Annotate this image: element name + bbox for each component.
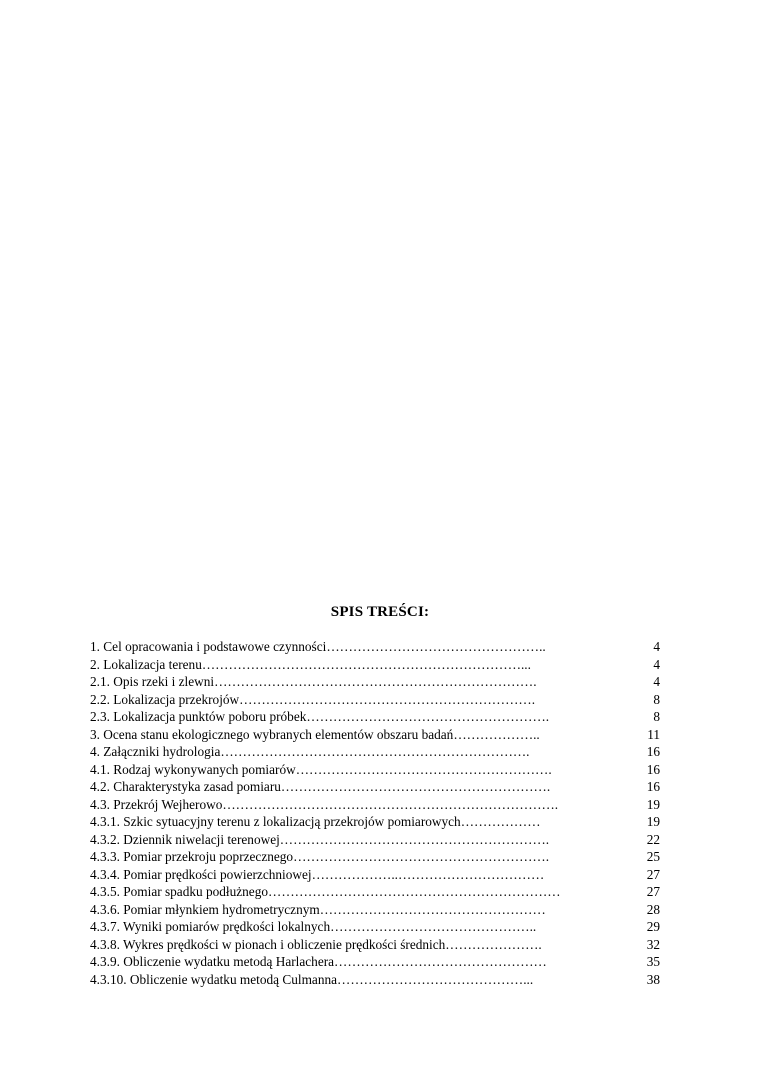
toc-entry-label: 4.3.2. Dziennik niwelacji terenowej (90, 831, 280, 847)
toc-entry-label: 4.3.9. Obliczenie wydatku metodą Harlachera (90, 954, 335, 969)
toc-entry-label: 4. Załączniki hydrologia (90, 744, 221, 759)
toc-entry-page-number: 38 (646, 971, 660, 987)
toc-entry (90, 848, 660, 866)
toc-entry-leader: ……………… (460, 814, 541, 829)
toc-entry-text (90, 918, 618, 936)
toc-entry-page-number: 16 (646, 761, 660, 777)
toc-entry-page-number: 4 (653, 674, 660, 689)
toc-entry (90, 831, 660, 849)
toc-entry (90, 918, 660, 936)
toc-entry-page-number: 25 (646, 849, 660, 864)
toc-entry-text (90, 743, 618, 761)
toc-entry-label: 4.3.1. Szkic sytuacyjny terenu z lokalizacją przekrojów pomiarowych (90, 814, 461, 829)
toc-entry-text (90, 796, 618, 814)
toc-entry-label: 2.3. Lokalizacja punktów poboru próbek (90, 709, 307, 724)
toc-entry-leader: …………………………………………………. (293, 849, 550, 864)
toc-entry (90, 708, 660, 726)
toc-entry-page-number: 16 (646, 779, 660, 794)
toc-entry-page-number: 8 (653, 691, 660, 707)
toc-entry (90, 778, 660, 796)
toc-entry (90, 726, 660, 744)
toc-entry-leader: …………………………………………………………. (239, 691, 536, 707)
toc-entry-page-number: 4 (653, 656, 660, 672)
toc-entry-leader: ……………………………………... (337, 971, 534, 987)
toc-entry-page-number: 22 (646, 831, 660, 847)
toc-entry-page-number: 28 (646, 901, 660, 917)
toc-entry-leader: …………………………………………………. (295, 761, 552, 777)
toc-entry-leader: ………………………………………………………………. (214, 674, 537, 689)
toc-entry (90, 743, 660, 761)
toc-entry-page-number: 27 (646, 884, 660, 899)
toc-entry-text (90, 761, 618, 779)
toc-entry-label: 4.2. Charakterystyka zasad pomiaru (90, 779, 281, 794)
toc-entry-leader: ………………………………………… (334, 954, 547, 969)
toc-entry (90, 761, 660, 779)
toc-entry-text (90, 691, 618, 709)
toc-entry (90, 691, 660, 709)
toc-entry-label: 4.3.7. Wyniki pomiarów prędkości lokalnych (90, 919, 331, 934)
toc-entry-page-number: 29 (646, 919, 660, 934)
toc-entry-label: 4.3. Przekrój Wejherowo (90, 796, 223, 812)
toc-entry-label: 3. Ocena stanu ekologicznego wybranych elementów obszaru badań (90, 726, 454, 742)
toc-entry (90, 901, 660, 919)
toc-entry-page-number: 27 (646, 866, 660, 882)
toc-entry (90, 656, 660, 674)
toc-entry (90, 936, 660, 954)
toc-entry-label: 2.2. Lokalizacja przekrojów (90, 691, 240, 707)
toc-entry (90, 813, 660, 831)
toc-entry-page-number: 4 (653, 639, 660, 654)
toc-entry-text (90, 953, 618, 971)
toc-entry-leader: ………………………………………………. (306, 709, 550, 724)
toc-entry-leader: ………………..…………………………… (311, 866, 545, 882)
toc-entry-page-number: 19 (646, 796, 660, 812)
toc-entry-text (90, 638, 618, 656)
toc-entry-label: 4.3.5. Pomiar spadku podłużnego (90, 884, 269, 899)
toc-entry-text (90, 936, 618, 954)
toc-entry-label: 2.1. Opis rzeki i zlewni (90, 674, 215, 689)
toc-entry (90, 638, 660, 656)
toc-entry-label: 1. Cel opracowania i podstawowe czynności (90, 639, 327, 654)
toc-entry (90, 866, 660, 884)
toc-entry (90, 953, 660, 971)
toc-entry-leader: …………………………………………… (319, 901, 546, 917)
toc-entry-text (90, 848, 618, 866)
toc-entry-label: 4.3.8. Wykres prędkości w pionach i obliczenie prędkości średnich (90, 936, 446, 952)
toc-title: SPIS TREŚCI: (330, 604, 430, 620)
toc-entry-leader: ………………………………………………………………... (201, 656, 531, 672)
toc-entry-label: 4.3.4. Pomiar prędkości powierzchniowej (90, 866, 312, 882)
toc-entry-label: 4.3.3. Pomiar przekroju poprzecznego (90, 849, 294, 864)
toc-entry-text (90, 831, 618, 849)
toc-entry-text (90, 726, 618, 744)
toc-entry-text (90, 673, 618, 691)
toc-entry-leader: …………………………………………………………………. (222, 796, 559, 812)
toc-entry-text (90, 656, 618, 674)
toc-entry-leader: ………………………………………………………… (268, 884, 561, 899)
toc-entry-text (90, 883, 618, 901)
toc-entry (90, 883, 660, 901)
toc-entry-leader: ………………………………………….. (326, 639, 546, 654)
toc-entry-leader: …………………. (445, 936, 542, 952)
toc-entry-text (90, 901, 618, 919)
toc-entry-label: 4.1. Rodzaj wykonywanych pomiarów (90, 761, 296, 777)
toc-entry-text (90, 778, 618, 796)
toc-entry-text (90, 971, 618, 989)
toc-entry-leader: ……………………………………….. (330, 919, 537, 934)
toc-entry-text (90, 708, 618, 726)
toc-entry-text (90, 813, 618, 831)
toc-entry-page-number: 16 (646, 744, 660, 759)
toc-entry (90, 796, 660, 814)
toc-entry-text (90, 866, 618, 884)
toc-entry-page-number: 35 (646, 954, 660, 969)
toc-entry-leader: ……………………………………………………………. (220, 744, 530, 759)
toc-entry-page-number: 32 (646, 936, 660, 952)
toc-entry-page-number: 19 (646, 814, 660, 829)
toc-entry (90, 971, 660, 989)
toc-entry-leader: ……………………………………………………. (280, 779, 551, 794)
toc-entry-label: 4.3.10. Obliczenie wydatku metodą Culmanna (90, 971, 338, 987)
toc-entry (90, 673, 660, 691)
toc-entry-page-number: 11 (647, 726, 660, 742)
toc-entry-leader: ……………….. (453, 726, 540, 742)
toc-entry-label: 4.3.6. Pomiar młynkiem hydrometrycznym (90, 901, 320, 917)
toc-entry-leader: ……………………………………………………. (279, 831, 550, 847)
toc-entry-label: 2. Lokalizacja terenu (90, 656, 202, 672)
toc-list (90, 638, 660, 988)
toc-entry-page-number: 8 (653, 709, 660, 724)
